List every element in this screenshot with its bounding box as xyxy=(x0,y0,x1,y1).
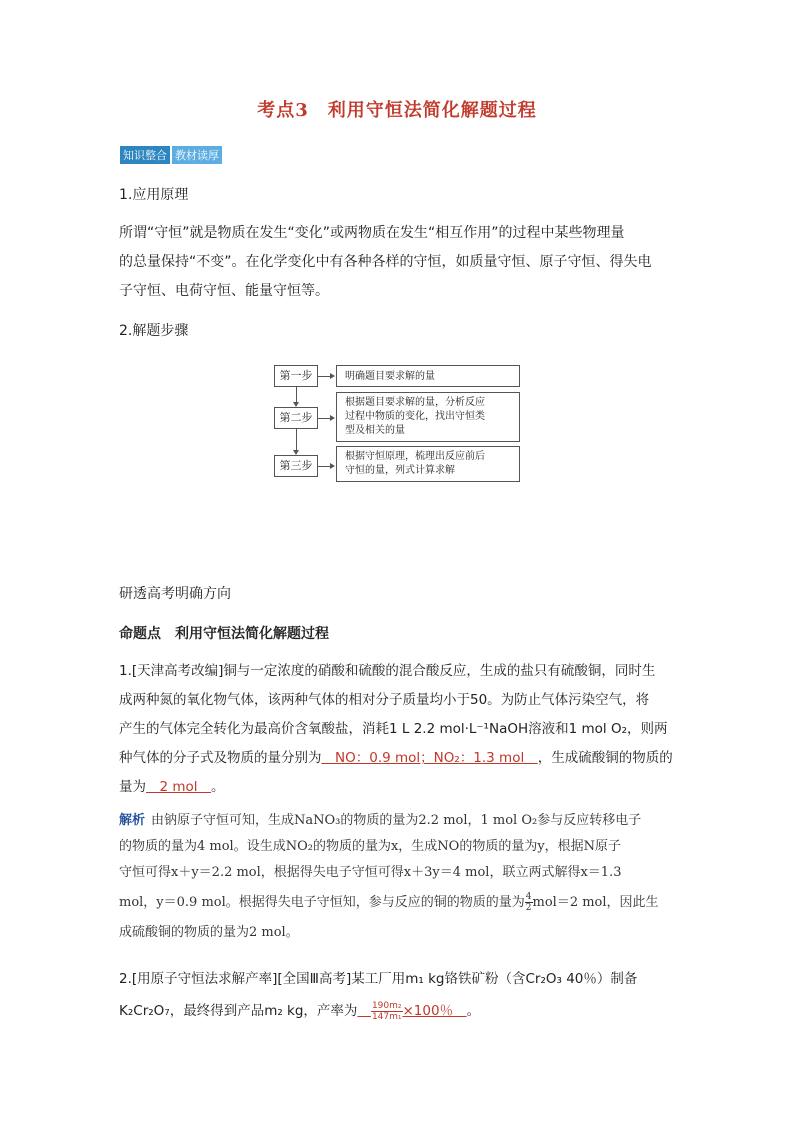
text-line: 的总量保持“不变”。在化学变化中有各种各样的守恒，如质量守恒、原子守恒、得失电 xyxy=(119,254,652,270)
question-1 xyxy=(119,657,679,802)
fraction xyxy=(525,892,533,913)
text-line xyxy=(119,773,679,802)
desc-line: 根据题目要求解的量，分析反应 xyxy=(345,397,485,408)
text-span: ×100％ xyxy=(402,1003,454,1019)
step-2-box: 第二步 xyxy=(274,407,318,429)
desc-line: 根据守恒原理，梳理出反应前后 xyxy=(345,451,485,462)
text-span: 。 xyxy=(466,1003,481,1019)
step-3-box: 第三步 xyxy=(274,455,318,477)
fraction-numerator: 4 xyxy=(525,892,532,902)
text-span: 。 xyxy=(211,779,225,795)
text-span: ，生成硫酸铜的物质的 xyxy=(537,750,673,766)
flow-chart xyxy=(274,362,524,484)
arrow-right-icon xyxy=(330,415,335,421)
connector xyxy=(296,429,297,451)
answer-blank-3 xyxy=(357,1000,466,1022)
arrow-right-icon xyxy=(330,373,335,379)
text-line xyxy=(119,886,679,920)
text-line xyxy=(119,744,679,773)
text-line xyxy=(119,994,679,1028)
topic-heading: 命题点 利用守恒法简化解题过程 xyxy=(119,626,329,642)
tag-knowledge: 知识整合 xyxy=(120,146,170,164)
question-2 xyxy=(119,965,679,1028)
text-span: mol＝2 mol，因此生 xyxy=(532,895,659,910)
heading-steps: 2.解题步骤 xyxy=(119,323,189,339)
text-line: 守恒可得x＋y＝2.2 mol，根据得失电子守恒可得x＋3y＝4 mol，联立两式解得x＝1.3 xyxy=(119,865,622,880)
text-line: 子守恒、电荷守恒、能量守恒等。 xyxy=(119,283,329,299)
connector xyxy=(296,387,297,403)
text-span: 由钠原子守恒可知，生成NaNO₃的物质的量为2.2 mol，1 mol O₂参与反应转移电子 xyxy=(151,813,642,828)
analysis-label: 解析 xyxy=(119,813,146,828)
step-1-desc xyxy=(336,365,520,387)
step-3-desc xyxy=(336,446,520,482)
desc-line: 过程中物质的变化，找出守恒类 xyxy=(345,411,485,422)
text-line: 1.[天津高考改编]铜与一定浓度的硝酸和硫酸的混合酸反应，生成的盐只有硫酸铜，同时生 xyxy=(119,663,656,679)
answer-blank-1: NO：0.9 mol；NO₂：1.3 mol xyxy=(321,750,538,766)
answer-blank-2: 2 mol xyxy=(146,779,212,795)
page-title: 考点3 利用守恒法简化解题过程 xyxy=(257,100,537,121)
heading-principle: 1.应用原理 xyxy=(119,187,189,203)
text-span: K₂Cr₂O₇，最终得到产品m₂ kg，产率为 xyxy=(119,1003,358,1019)
desc-line: 守恒的量，列式计算求解 xyxy=(345,465,455,476)
study-heading: 研透高考明确方向 xyxy=(119,586,231,602)
text-line: 2.[用原子守恒法求解产率][全国Ⅲ高考]某工厂用m₁ kg铬铁矿粉（含Cr₂O₃ 40％）制备 xyxy=(119,971,638,987)
text-span: 量为 xyxy=(119,779,146,795)
text-line: 成硫酸铜的物质的量为2 mol。 xyxy=(119,925,299,940)
analysis-block xyxy=(119,808,679,946)
text-line: 所谓“守恒”就是物质在发生“变化”或两物质在发生“相互作用”的过程中某些物理量 xyxy=(119,225,625,241)
step-2-desc xyxy=(336,392,520,442)
text-line: 的物质的量为4 mol。设生成NO₂的物质的量为x，生成NO的物质的量为y，根据N原子 xyxy=(119,839,622,854)
step-1-box: 第一步 xyxy=(274,365,318,387)
fraction-denominator: 147m₁ xyxy=(371,1011,402,1022)
arrow-right-icon xyxy=(330,463,335,469)
fraction-numerator: 190m₂ xyxy=(371,1000,402,1011)
principle-paragraph xyxy=(119,219,679,306)
tag-textbook: 教材读厚 xyxy=(172,146,222,164)
section-tags xyxy=(120,146,222,164)
fraction-denominator: 2 xyxy=(525,903,532,913)
fraction xyxy=(371,1001,403,1022)
text-line: 产生的气体完全转化为最高价含氧酸盐，消耗1 L 2.2 mol·L⁻¹NaOH溶液和1 mol O₂，则两 xyxy=(119,721,668,737)
text-line xyxy=(119,808,679,834)
text-span: 种气体的分子式及物质的量分别为 xyxy=(119,750,322,766)
text-span: mol，y＝0.9 mol。根据得失电子守恒知，参与反应的铜的物质的量为 xyxy=(119,895,525,910)
text-line: 成两种氮的氧化物气体，该两种气体的相对分子质量均小于50。为防止气体污染空气，将 xyxy=(119,692,650,708)
desc-line: 型及相关的量 xyxy=(345,425,405,436)
desc-line: 明确题目要求解的量 xyxy=(345,371,435,382)
